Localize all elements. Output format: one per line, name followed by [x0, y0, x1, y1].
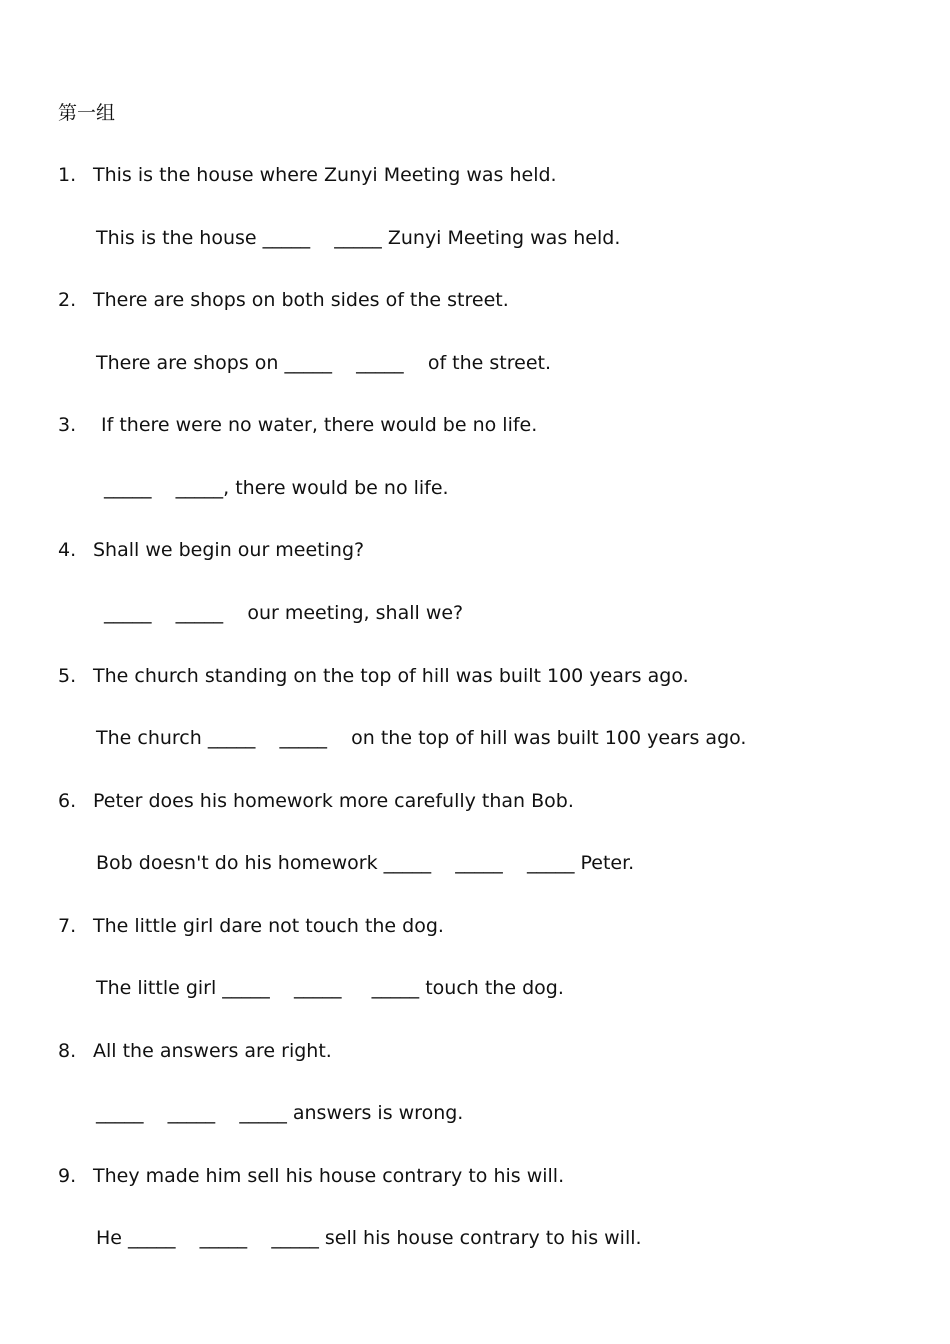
rewrite-sentence: There are shops on _____ _____ of the street.	[96, 352, 551, 374]
question-number: 1.	[58, 164, 77, 186]
rewrite-sentence: Bob doesn't do his homework _____ _____ _____ Peter.	[96, 852, 635, 874]
question-number: 6.	[58, 790, 77, 812]
question-sentence: They made him sell his house contrary to his will.	[93, 1165, 565, 1187]
question-number: 9.	[58, 1165, 77, 1187]
question-sentence: If there were no water, there would be no life.	[101, 414, 538, 436]
question-sentence: The church standing on the top of hill was built 100 years ago.	[93, 665, 689, 687]
question-number: 2.	[58, 289, 77, 311]
rewrite-sentence: The church _____ _____ on the top of hill was built 100 years ago.	[96, 727, 747, 749]
question-number: 4.	[58, 539, 77, 561]
question-sentence: Peter does his homework more carefully than Bob.	[93, 790, 574, 812]
question-sentence: All the answers are right.	[93, 1040, 332, 1062]
question-sentence: Shall we begin our meeting?	[93, 539, 365, 561]
rewrite-sentence: The little girl _____ _____ _____ touch the dog.	[96, 977, 564, 999]
question-sentence: The little girl dare not touch the dog.	[93, 915, 444, 937]
rewrite-sentence: _____ _____, there would be no life.	[104, 477, 449, 499]
rewrite-sentence: _____ _____ _____ answers is wrong.	[96, 1102, 464, 1124]
question-sentence: This is the house where Zunyi Meeting was held.	[93, 164, 557, 186]
question-sentence: There are shops on both sides of the street.	[93, 289, 509, 311]
question-number: 5.	[58, 665, 77, 687]
question-number: 3.	[58, 414, 77, 436]
group-heading: 第一组	[58, 102, 116, 124]
question-number: 7.	[58, 915, 77, 937]
rewrite-sentence: He _____ _____ _____ sell his house contrary to his will.	[96, 1227, 642, 1249]
question-number: 8.	[58, 1040, 77, 1062]
rewrite-sentence: _____ _____ our meeting, shall we?	[104, 602, 464, 624]
rewrite-sentence: This is the house _____ _____ Zunyi Meeting was held.	[96, 227, 621, 249]
